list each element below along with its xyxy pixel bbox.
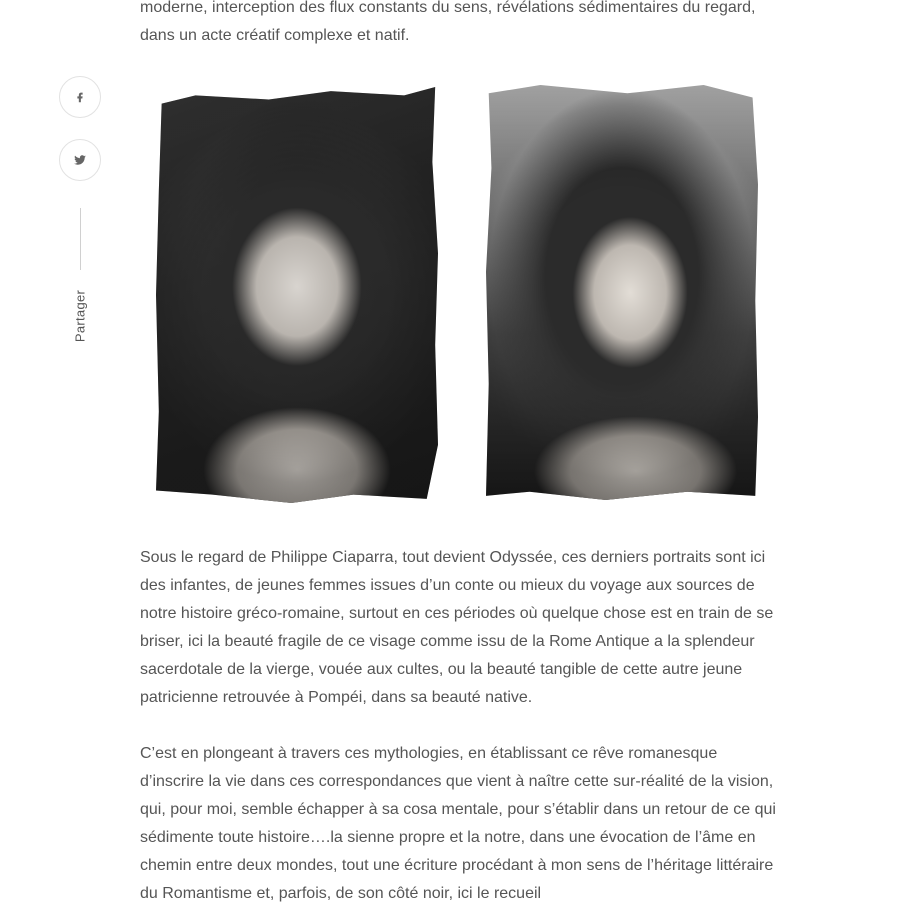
share-twitter-button[interactable] [59, 139, 101, 181]
facebook-icon [73, 90, 87, 104]
share-divider [80, 208, 81, 270]
share-facebook-button[interactable] [59, 76, 101, 118]
portrait-photo-left [156, 87, 438, 503]
article-paragraph-2: C’est en plongeant à travers ces mythologies, en établissant ce rêve romanesque d’inscrire la vie dans ces correspondances que vient à naître cette sur-réalité de la vision, qui, pour moi, semble échapper à sa cosa mentale, pour s’établir dans un retour de ce qui sédimente toute histoire….la sienne propre et la notre, dans une évocation de l’âme en chemin entre deux mondes, tout une écriture procédant à mon sens de l’héritage littéraire du Romantisme et, parfois, de son côté noir, ici le recueil [140, 745, 776, 902]
article-intro-paragraph: moderne, interception des flux constants du sens, révélations sédimentaires du regard, dans un acte créatif complexe et natif. [140, 0, 756, 44]
portrait-photo-right [486, 85, 758, 500]
article-paragraph-1: Sous le regard de Philippe Ciaparra, tout devient Odyssée, ces derniers portraits sont ici des infantes, de jeunes femmes issues d’un conte ou mieux du voyage aux sources de notre histoire gréco-romaine, surtout en ces périodes où quelque chose est en train de se briser, ici la beauté fragile de ce visage comme issu de la Rome Antique a la splendeur sacerdotale de la vierge, vouée aux cultes, ou la beauté tangible de cette autre jeune patricienne retrouvée à Pompéi, dans sa beauté native. [140, 549, 774, 706]
share-label: Partager [72, 289, 88, 343]
photo-shading [486, 85, 758, 500]
twitter-icon [73, 153, 87, 167]
photo-shading [156, 87, 438, 503]
